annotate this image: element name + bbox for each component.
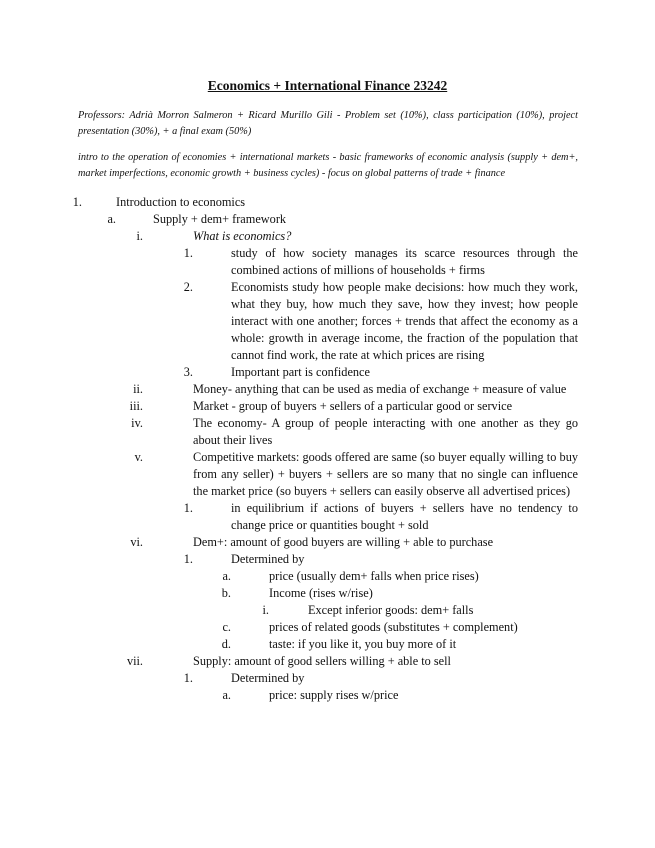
outline-item [0, 449, 655, 500]
outline-number: 1. [183, 246, 193, 260]
outline-number: iv. [131, 416, 143, 430]
outline-item [0, 670, 655, 687]
outline-item [0, 228, 655, 245]
outline-number: 1. [183, 501, 193, 515]
outline-item [0, 245, 655, 279]
notes-outline [0, 194, 655, 704]
outline-text: in equilibrium if actions of buyers + sellers have no tendency to change price or quantities bought + sold [231, 501, 578, 532]
outline-item [0, 534, 655, 551]
outline-text: taste: if you like it, you buy more of it [269, 637, 457, 651]
course-intro: intro to the operation of economies + international markets - basic frameworks of economic analysis (supply + dem+, market imperfections, economic growth + business cycles) - focus on global patterns of trade + finance [78, 152, 578, 179]
outline-number: i. [262, 603, 269, 617]
outline-number: vi. [130, 535, 143, 549]
outline-number: i. [136, 229, 143, 243]
outline-item [0, 415, 655, 449]
outline-number: 3. [183, 365, 193, 379]
outline-number: d. [221, 637, 231, 651]
outline-text: Market - group of buyers + sellers of a particular good or service [193, 399, 513, 413]
outline-item [0, 568, 655, 585]
outline-text: Supply: amount of good sellers willing + able to sell [193, 654, 451, 668]
outline-text: study of how society manages its scarce resources through the combined actions of millions of households + firms [231, 246, 578, 277]
outline-text: Determined by [231, 671, 305, 685]
outline-text: The economy- A group of people interacting with one another as they go about their lives [193, 416, 578, 447]
outline-number: 1. [183, 671, 193, 685]
outline-text: Important part is confidence [231, 365, 370, 379]
outline-number: 1. [72, 195, 82, 209]
outline-item [0, 636, 655, 653]
outline-number: 1. [183, 552, 193, 566]
outline-number: b. [221, 586, 231, 600]
outline-item [0, 364, 655, 381]
outline-text: price (usually dem+ falls when price rises) [269, 569, 479, 583]
outline-item [0, 602, 655, 619]
outline-item [0, 398, 655, 415]
outline-item [0, 551, 655, 568]
outline-item [0, 500, 655, 534]
outline-text: Determined by [231, 552, 305, 566]
outline-item [0, 585, 655, 602]
outline-text: Except inferior goods: dem+ falls [308, 603, 474, 617]
outline-text: Money- anything that can be used as media of exchange + measure of value [193, 382, 567, 396]
outline-item [0, 194, 655, 211]
outline-text: Introduction to economics [116, 195, 246, 209]
outline-text: Dem+: amount of good buyers are willing + able to purchase [193, 535, 494, 549]
professors-note: Professors: Adrià Morron Salmeron + Ricard Murillo Gili - Problem set (10%), class participation (10%), project presentation (30%), + a final exam (50%) [78, 110, 578, 137]
outline-number: v. [134, 450, 143, 464]
outline-text: What is economics? [193, 229, 292, 243]
outline-number: a. [107, 212, 116, 226]
outline-text: prices of related goods (substitutes + complement) [269, 620, 518, 634]
outline-number: vii. [126, 654, 143, 668]
outline-item [0, 619, 655, 636]
document-title: Economics + International Finance 23242 [207, 78, 448, 93]
outline-item [0, 687, 655, 704]
outline-item [0, 279, 655, 364]
outline-text: Supply + dem+ framework [153, 212, 287, 226]
outline-text: Income (rises w/rise) [269, 586, 373, 600]
outline-number: iii. [129, 399, 143, 413]
outline-text: Competitive markets: goods offered are same (so buyer equally willing to buy from any seller) + buyers + sellers are so many that no single can influence the market price (so buyers + sellers can easily observe all advertised prices) [193, 450, 578, 498]
outline-number: a. [222, 569, 231, 583]
outline-text: Economists study how people make decisions: how much they work, what they buy, how much they save, how they invest; how people interact with one another; forces + trends that affect the economy as a whole: growth in average income, the fraction of the population that cannot find work, the rate at which prices are rising [231, 280, 578, 362]
outline-item [0, 211, 655, 228]
outline-item [0, 653, 655, 670]
outline-number: 2. [183, 280, 193, 294]
outline-item [0, 381, 655, 398]
outline-number: a. [222, 688, 231, 702]
outline-number: c. [222, 620, 231, 634]
outline-text: price: supply rises w/price [269, 688, 399, 702]
outline-number: ii. [133, 382, 143, 396]
